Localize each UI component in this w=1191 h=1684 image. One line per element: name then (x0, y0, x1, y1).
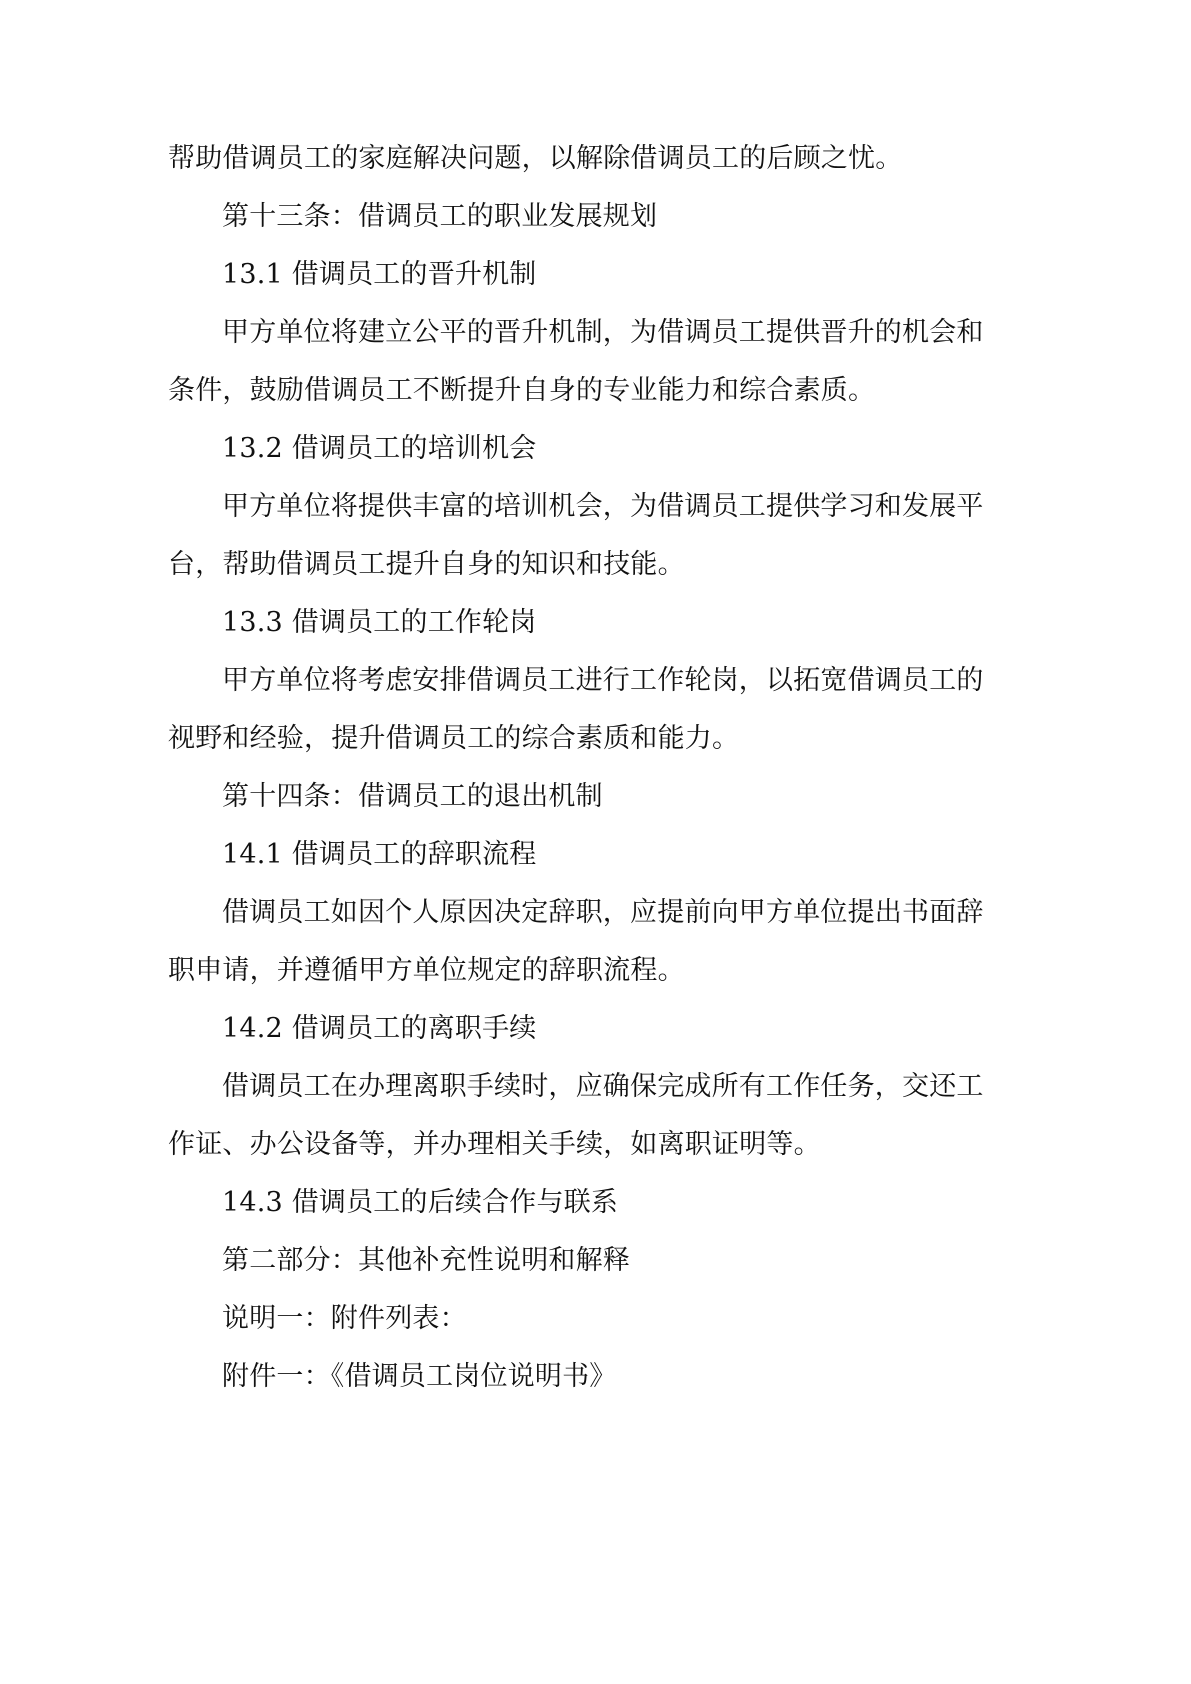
paragraph-line: 台，帮助借调员工提升自身的知识和技能。 (168, 549, 685, 580)
subsection-heading: 13.2 借调员工的培训机会 (222, 433, 537, 464)
paragraph-line: 甲方单位将建立公平的晋升机制，为借调员工提供晋升的机会和 (222, 317, 984, 348)
subsection-heading: 14.3 借调员工的后续合作与联系 (222, 1187, 619, 1218)
paragraph-line: 借调员工在办理离职手续时，应确保完成所有工作任务，交还工 (222, 1071, 984, 1102)
part-heading: 第二部分：其他补充性说明和解释 (222, 1245, 630, 1276)
paragraph-line: 条件，鼓励借调员工不断提升自身的专业能力和综合素质。 (168, 375, 876, 406)
subsection-heading: 14.2 借调员工的离职手续 (222, 1013, 537, 1044)
subsection-heading: 14.1 借调员工的辞职流程 (222, 839, 537, 870)
subsection-heading: 13.3 借调员工的工作轮岗 (222, 607, 537, 638)
note-heading: 说明一：附件列表： (222, 1303, 467, 1334)
section-heading: 第十三条：借调员工的职业发展规划 (222, 201, 658, 232)
paragraph-line: 甲方单位将提供丰富的培训机会，为借调员工提供学习和发展平 (222, 491, 984, 522)
attachment-item: 附件一：《借调员工岗位说明书》 (222, 1361, 617, 1392)
section-heading: 第十四条：借调员工的退出机制 (222, 781, 603, 812)
paragraph-line: 职申请，并遵循甲方单位规定的辞职流程。 (168, 955, 685, 986)
paragraph-line: 视野和经验，提升借调员工的综合素质和能力。 (168, 723, 740, 754)
paragraph-line: 借调员工如因个人原因决定辞职，应提前向甲方单位提出书面辞 (222, 897, 984, 928)
subsection-heading: 13.1 借调员工的晋升机制 (222, 259, 537, 290)
paragraph-line: 甲方单位将考虑安排借调员工进行工作轮岗，以拓宽借调员工的 (222, 665, 984, 696)
paragraph-line: 作证、办公设备等，并办理相关手续，如离职证明等。 (168, 1129, 821, 1160)
paragraph-line: 帮助借调员工的家庭解决问题，以解除借调员工的后顾之忧。 (168, 143, 903, 174)
